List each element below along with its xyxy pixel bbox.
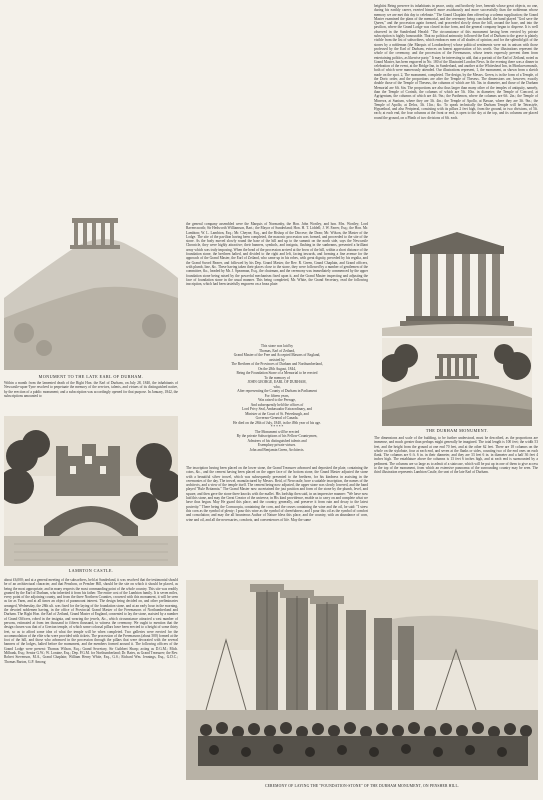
- inscription-line: * * * * *: [270, 425, 284, 429]
- lambton-castle-illustration: [4, 416, 178, 566]
- inscription-line: For fifteen years,: [264, 393, 290, 398]
- inscription-line: Thomas, Earl of Zetland,: [258, 348, 296, 353]
- monument-heading: MONUMENT TO THE LATE EARL OF DURHAM.: [38, 374, 144, 379]
- inscription-line: Was raised to the Peerage,: [258, 398, 296, 402]
- inscription-line: And subsequently held the offices of: [250, 402, 304, 407]
- inscription-line: John and Benjamin Green, Architects.: [249, 447, 305, 452]
- col1-mid-text: Within a month from the lamented death of the Right Hon. the Earl of Durham, on July 28, 1840, the inhabitants of Newcastle-upon-Tyne resolved to perpetuate the memory of the services, talents, and virtues of its distinguished native, by the erection of a public monument; and a subscription was accordingly opened for that purpose. In January, 1842, the subscriptions amounted to: [4, 381, 178, 398]
- inscription-line: To the memory of: [264, 375, 290, 380]
- inscription-line: He died on the 28th of July, 1840, in the 49th year of his age.: [233, 420, 321, 425]
- col3-top-text: heightist Being preserve its inhabitants in peace, unity, and brotherly love, beneath whose great objects, no one, during his earthly career, exerted himself more assiduously and more successfully than the nobleman whose memory we are met this day to celebrate." The Grand Chaplain then offered up a solemn supplication; the Grand Master examined the plans of the memorial, and the ceremony being concluded, the band played "God save the Queen," and the procession again formed, and proceeded slowly down the hill, around the base, and into the pavilion, where the Grand Lodge was closed in due form, and the general company began to disperse. It is well observed in the Sunderland Herald: "The circumstance of this monument having been erected by private subscription is highly honourable. That no political animosity followed the Earl of Durham to the grave is plainly visible from the list of subscribers, which embraces men of all shades of opinion; and for the splendid gift of the stones by a nobleman (the Marquis of Londonderry) whose political sentiments were not in unison with those professed by the Earl of Durham, evinces an honest appreciation of his worth. Our illustrations represent the whole of the ceremony, and the procession of the Freemasons, whose tenets expressly prevent them from entertaining politics, as likewise party." It may be interesting to add, that a portrait of the Earl of Zetland, noted as Grand Master, has been engraved in No. 180 of the Illustrated London News. In the evening there was a dinner in celebration of the event, at the Bridge Inn, in Sunderland, and another at the Whitesheaf Inn, in Monkwearmouth, both of which were numerously attended. Our illustrations represent, 1, the monument, as shown from a sketch made on the spot. 2, The monument, completed. The design, by the Messrs. Green, is in the form of a Temple, of the Doric order, and the proportions are after the Temple of Theseus. The dimensions are, however, exactly double those of the Temple of Theseus, the columns of which are 6ft. 5in. in diameter, and those of the Durham Memorial are 6ft. 6in. The proportions are also thus larger than many other of the temples of antiquity, namely, than the Temple of Corinth, the columns of which are 5ft. 10in. in diameter; the Temple of Concord, at Agrigentum, the columns of which are 4ft. 9in.; the Parthenon, where the columns are 6ft. 2in.; the Temple of Minerva, at Sunium, where they are 3ft. 4in.; the Temple of Apollo, at Bassae, where they are 3ft. 9in.; the Temple of Apollo, at Delos, 3ft. 11in.; &c. To speak technically the Durham Temple will be Tetrastyle, Hypaethral, and also Peripteral, consisting with its pillars 2 feet high, from the ground, in two divisions, of 5ft. each; at each end, the four columns at the front or end, is open to the sky at the top, and its columns are placed round the ground, on a Plinth of two divisions of 6ft. each.: [374, 4, 538, 120]
- inscription-line: assisted by: [269, 357, 285, 362]
- inscription-line: After representing the County of Durham in Parliament: [237, 389, 317, 393]
- inscription-line: Lord Privy Seal, Ambassador Extraordinary, and: [242, 407, 312, 411]
- durham-monument-caption: THE DURHAM MONUMENT.: [425, 428, 489, 433]
- inscription-line: On the 28th August, 1844,: [258, 366, 296, 371]
- inscription-line: Admirers of his distinguished talents and: [247, 438, 307, 443]
- durham-monument-illustration: [382, 338, 532, 426]
- inscription-block: [186, 344, 368, 462]
- ceremony-caption: CEREMONY OF LAYING THE "FOUNDATION-STONE" OF THE DURHAM MONUMENT, ON PENSHER HILL.: [264, 784, 460, 788]
- col2-after-text: The inscription having been placed on the lower stone, the Grand Treasurer advanced and deposited the plate, containing the coins, &c., and the cement having been placed on the upper face of the bottom stone, the Grand Master adjusted the stone with a beautiful silver trowel, which was subsequently presented to the brethren, for his kindness in assisting in the ceremonies of the day. The trowel, manufactured by Messrs. Reid, of Newcastle, bore a suitable inscription, the names of the architects, and a view of the temple itself. The cement being now adjusted, the upper stone was slowly lowered, and the band played "Rule Britannia." The Grand Master now ascertained the just position and form of the stone by the plumb, level, and square, and then gave the stone three knocks with the mallet. His lordship then said, in an impressive manner: "We have now laid this stone, and may the Great Creator of the universe, in His kind providence, enable us to carry on and complete what we have thus begun. May He guard this place, and the country, generally, and preserve it from ruin and decay to the latest posterity." There being the Cornucopia, containing the corn, and the cruses containing the wine and the oil, he said: "I strew this corn as the symbol of plenty; I pour this wine as the symbol of cheerfulness; and I pour this oil as the symbol of comfort and consolation; and may the all bounteous Author of Nature bless this place, and the country, with an abundance of corn, wine and oil, and all the necessaries, comforts, and conveniences of life. May the same: [186, 466, 368, 522]
- col1-bottom-text: about £6,000; and at a general meeting of the subscribers, held at Sunderland, it was resolved that the testimonial should be of an architectural character, and that Penshaw, or Pensher Hill, should be the site on which it should be placed, as being the most appropriate, and in many respects the most commanding point of the whole country. This site was readily granted by the Earl of Durham, who inherited it from his father. The entire cost of the Lambton family. It is seven miles, every point of the adjoining county, and from the three Northern Counties, crowned with this monument, it will be seen as far as Yarm, and at all times an object of paramount interest. The design being decided on, and other preliminaries arranged, Wednesday, the 28th ult. was fixed for the laying of the foundation stone, and at an early hour in the morning, the devoted noblemen having, in the office of Provincial Grand Master of the Freemasons of Northumberland and Durham. The Right Hon. the Earl of Zetland, Grand Master of England, consented to lay the stone, assisted by a number of Grand Officers, robed in the insignia, and wearing the jewels, &c., which circumstance attracted a vast number of persons, estimated at from ten thousand to fifteen thousand, to witness the ceremony. We ought to mention that the design chosen was that of a Grecian temple, of which some colossal pillars have been erected to a height of some thirty feet, so as to afford some idea of what the temple will be when completed. Two galleries were erected for the accommodation of the elite who were provided with tickets. The procession of the Freemasons (about 500) formed at the foot of the hill, and those who advanced in the procession through the pillars that were decorated with the several banners of the lodges, halted before the monument, and the members formed around it. The following officers of the Grand Lodge were present: Thomas Wilson, Esq.; Grand Secretary, Sir Cuthbert Sharp; acting as D.G.M.; Mich. Milbank, Esq.; Senior G.W.; W. Loraine, Esq.; Dep. P.G.M. for Northumberland; Dr. Bates, as Grand Treasurer; the Rev. Robert Stevenson, M.A., Grand Chaplain; William Henry White, Esq., G.S.; Richard Wm. Jennings, Esq., G.D.C.; Thomas Barton, G.P. Among: [4, 578, 178, 664]
- inscription-line: Governor-General of Canada.: [255, 416, 299, 420]
- inscription-line: JOHN GEORGE, EARL OF DURHAM,: [247, 380, 307, 384]
- inscription-line: The Monument will be erected: [254, 429, 300, 434]
- inscription-line: The Brethren of the Provinces of Durham and Northumberland,: [231, 362, 323, 366]
- greek-temple-illustration: [382, 228, 532, 336]
- lambton-caption: LAMBTON CASTLE.: [68, 568, 114, 573]
- inscription-line: Minister at the Court of St. Petersburgh, and: [245, 411, 309, 416]
- inscription-line: This stone was laid by: [260, 344, 294, 348]
- col3-mid-text: The dimensions and scale of the building, to be further understood, must be described, as the proportions are immense, and much greater than perhaps might generally be imagined. The total length is 100 feet; the width 53 feet, and the height from the ground at one end 70 feet, and at the other 62 feet. There are 18 columns on the whole on the stylobate, four at each end, and seven at the flanks or sides, counting two of the end ones on each flank. The columns are 6 ft. 6 in. in their diameter, and they are 33 feet 6 in. in diameter and a half 36 feet 4 inches high. The entablature above the columns is 13 feet 6 inches high, and at each end is surmounted by a pediment. The columns are so large as to admit of a staircase, which will be put up in one of them to give access to the top of the monument, from which an extensive panorama of the surrounding country may be seen. The third illustration represents Lambton Castle, the seat of the late Earl of Durham.: [374, 436, 538, 475]
- col2-top-text: the general company assembled were the Marquis of Normanby, the Hon. John Wortley, and hon. Mrs. Wortley; Lord Ravensworth; Sir Hedworth Williamson, Bart.; the Mayor of Sunderland; Hon. H. T. Liddell; J. W. Farrer, Esq.; the Hon. Mr. Lambton; W. L. Lambton, Esq.; Mr. Cheyne, Esq., and the Bishop of the Diocese; the Dean; Mr. Wilson, the Master of the Lodge. The site of the pavilion having been completed, the masonic procession was formed, and proceeded to the site of the stone. As the body moved slowly round the base of the hill and up to the summit on the north side, says the Newcastle Chronicle, they were highly attractive; their banners, symbols, and insignia, flashing in the sunbeams, presented a brilliant array which was truly imposing. When the head of the procession arrived at the brow of the hill, within a short distance of the foundation stone, the brethren halted, and divided to the right and left, facing inwards, and forming a fine avenue for the approach of the Grand Master, the Earl of Zetland, who came up in his robes, with great dignity, preceded by his regalia, and the Grand Sword Bearer, and followed by his Dep. Grand Master, the Rev. R. Green, Grand Chaplain, and Grand officers, with plumb, line, &c. These having taken their places close to the stone, they were followed by a number of gentlemen of the committee, &c., headed by Mr. J. Spearman, Esq., the chairman, and the ceremony was immediately commenced by the upper foundation stone being raised by the powerful mechanism fixed upon it, and the Grand Master inspecting and adjusting the face of foundation stone in the usual manner. This being completed, Mr. White, the Grand Secretary, read the following inscription, which had been tastefully engraven on a brass plate:: [186, 222, 368, 287]
- inscription-line: By the private Subscriptions of his Fellow-Countrymen,: [236, 434, 318, 438]
- inscription-line: Grand Master of the Free and Accepted Masons of England,: [233, 353, 321, 357]
- inscription-line: Being the Foundation Stone of a Memorial to be erected: [236, 371, 318, 375]
- temple-hill-illustration: [4, 148, 178, 370]
- inscription-line: Exemplary private virtues.: [257, 443, 297, 447]
- inscription-line: who,: [273, 384, 281, 389]
- ceremony-illustration: [186, 580, 538, 780]
